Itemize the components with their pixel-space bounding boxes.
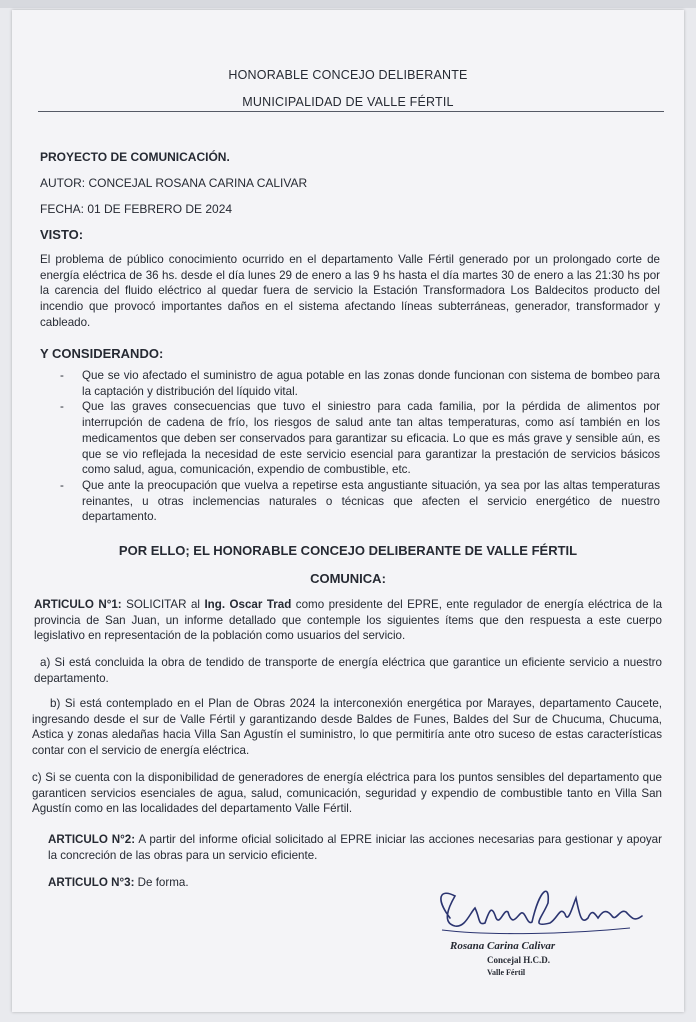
article-2-label: ARTICULO N°2: (48, 833, 136, 846)
article-1-label: ARTICULO N°1: (34, 598, 122, 611)
article-2 (48, 832, 662, 863)
visto-text: El problema de público conocimiento ocurrido en el departamento Valle Fértil generado por un prolongado corte de energía eléctrica de 36 hs. desde el día lunes 29 de enero a las 9 hs hasta el día martes 30 de enero a las 21:30 hs por la carencia del fluido eléctrico al quedar fuera de servicio la Estación Transformadora Los Baldecitos producto del incendio que provocó importantes daños en el sistema afectando líneas subterráneas, generador, transformador y cableado. (40, 253, 660, 329)
considerando-item: - Que se vio afectado el suministro de agua potable en las zonas donde funcionan con sistema de bombeo para la captación y distribución del líquido vital. (60, 369, 660, 398)
considerando-item-text: Que se vio afectado el suministro de agua potable en las zonas donde funcionan con sistema de bombeo para la captación y distribución del líquido vital. (82, 369, 660, 398)
header-rule (38, 111, 664, 112)
considerando-item: - Que ante la preocupación que vuelva a repetirse esta angustiante situación, ya sea por las altas temperaturas reinantes, u otras inclemencias naturales o técnicas que afecten el servicio energético de nuestro departamento. (60, 478, 660, 524)
article-1-text-a: SOLICITAR al (121, 598, 205, 611)
visto-heading: VISTO: (40, 227, 84, 242)
item-a: a) Si está concluida la obra de tendido de transporte de energía eléctrica que garantice un eficiente servicio a nuestro departamento. (34, 656, 662, 685)
header-institution: HONORABLE CONCEJO DELIBERANTE (228, 68, 468, 82)
item-c: c) Si se cuenta con la disponibilidad de generadores de energía eléctrica para los puntos sensibles del departamento que garanticen servicios esenciales de agua, salud, comunicación, seguridad y expendio de combustible tanto en Villa San Agustín como en las localidades del departamento Valle Fértil. (32, 771, 662, 816)
project-title: PROYECTO DE COMUNICACIÓN. (40, 150, 230, 164)
considerando-item: - Que las graves consecuencias que tuvo el siniestro para cada familia, por la pérdida de alimentos por interrupción de cadena de frío, los riesgos de salud ante tan altas temperaturas, como así también en los medicamentos que deben ser conservados para garantizar su eficacia. Lo que es más grave y sensible aún, es que se vio reflejada la necesidad de este servicio esencial para garantizar la prestación de servicios básicos como salud, agua, comunicación, expendio de combustible, etc. (60, 400, 660, 477)
article-1-text-b: como presidente del EPRE, ente regulador de energía eléctrica de la provincia de San Juan, un informe detallado que contemple los siguientes ítems que den respuesta a este cuerpo legislativo en representación de la población como usuarios del servicio. (34, 598, 663, 643)
considerando-item-text: Que las graves consecuencias que tuvo el siniestro para cada familia, por la pérdida de alimentos por interrupción de cadena de frío, los riesgos de salud ante tan altas temperaturas, como así también en los medicamentos que deben ser conservados para garantizar su eficacia. Lo que es más grave y sensible aún, es que se vio reflejada la necesidad de este servicio esencial para garantizar la prestación de servicios básicos como salud, agua, comunicación, expendio de combustible, etc. (82, 400, 660, 477)
author-line: AUTOR: CONCEJAL ROSANA CARINA CALIVAR (40, 176, 308, 190)
por-ello-heading: POR ELLO; EL HONORABLE CONCEJO DELIBERANTE DE VALLE FÉRTIL (118, 543, 578, 558)
stamp-name: Rosana Carina Calivar (450, 940, 556, 952)
article-1 (34, 597, 662, 644)
article-3-text: De forma. (134, 876, 189, 889)
date-line: FECHA: 01 DE FEBRERO DE 2024 (40, 202, 233, 216)
stamp-place: Valle Fértil (487, 968, 526, 977)
header-municipality: MUNICIPALIDAD DE VALLE FÉRTIL (242, 95, 454, 109)
article-3 (48, 875, 348, 891)
article-1-name: Ing. Oscar Trad (204, 598, 292, 611)
article-3-label: ARTICULO N°3: (48, 876, 135, 889)
article-2-text: A partir del informe oficial solicitado al EPRE iniciar las acciones necesarias para gestionar y apoyar la concreción de las obras para un servicio eficiente. (48, 833, 662, 862)
comunica-heading: COMUNICA: (310, 571, 386, 586)
considerando-heading: Y CONSIDERANDO: (40, 346, 164, 361)
stamp-role: Concejal H.C.D. (487, 955, 550, 965)
item-b: b) Si está contemplado en el Plan de Obras 2024 la interconexión energética por Marayes, departamento Caucete, ingresando desde el sur de Valle Fértil y garantizando desde Baldes de Funes, Baldes del Sur de Chucuma, Chucuma, Astica y zonas aledañas hacia Villa San Agustín el suministro, lo que permitiría ante otro suceso de estas características contar con el servicio de energía eléctrica. (32, 697, 662, 758)
photo-top-edge (0, 0, 696, 8)
handwritten-signature (430, 878, 660, 988)
considerando-item-text: Que ante la preocupación que vuelva a repetirse esta angustiante situación, ya sea por las altas temperaturas reinantes, u otras inclemencias naturales o técnicas que afecten el servicio energético de nuestro departamento. (82, 478, 660, 524)
considerando-list (60, 368, 660, 525)
signature-scribble (430, 878, 660, 948)
